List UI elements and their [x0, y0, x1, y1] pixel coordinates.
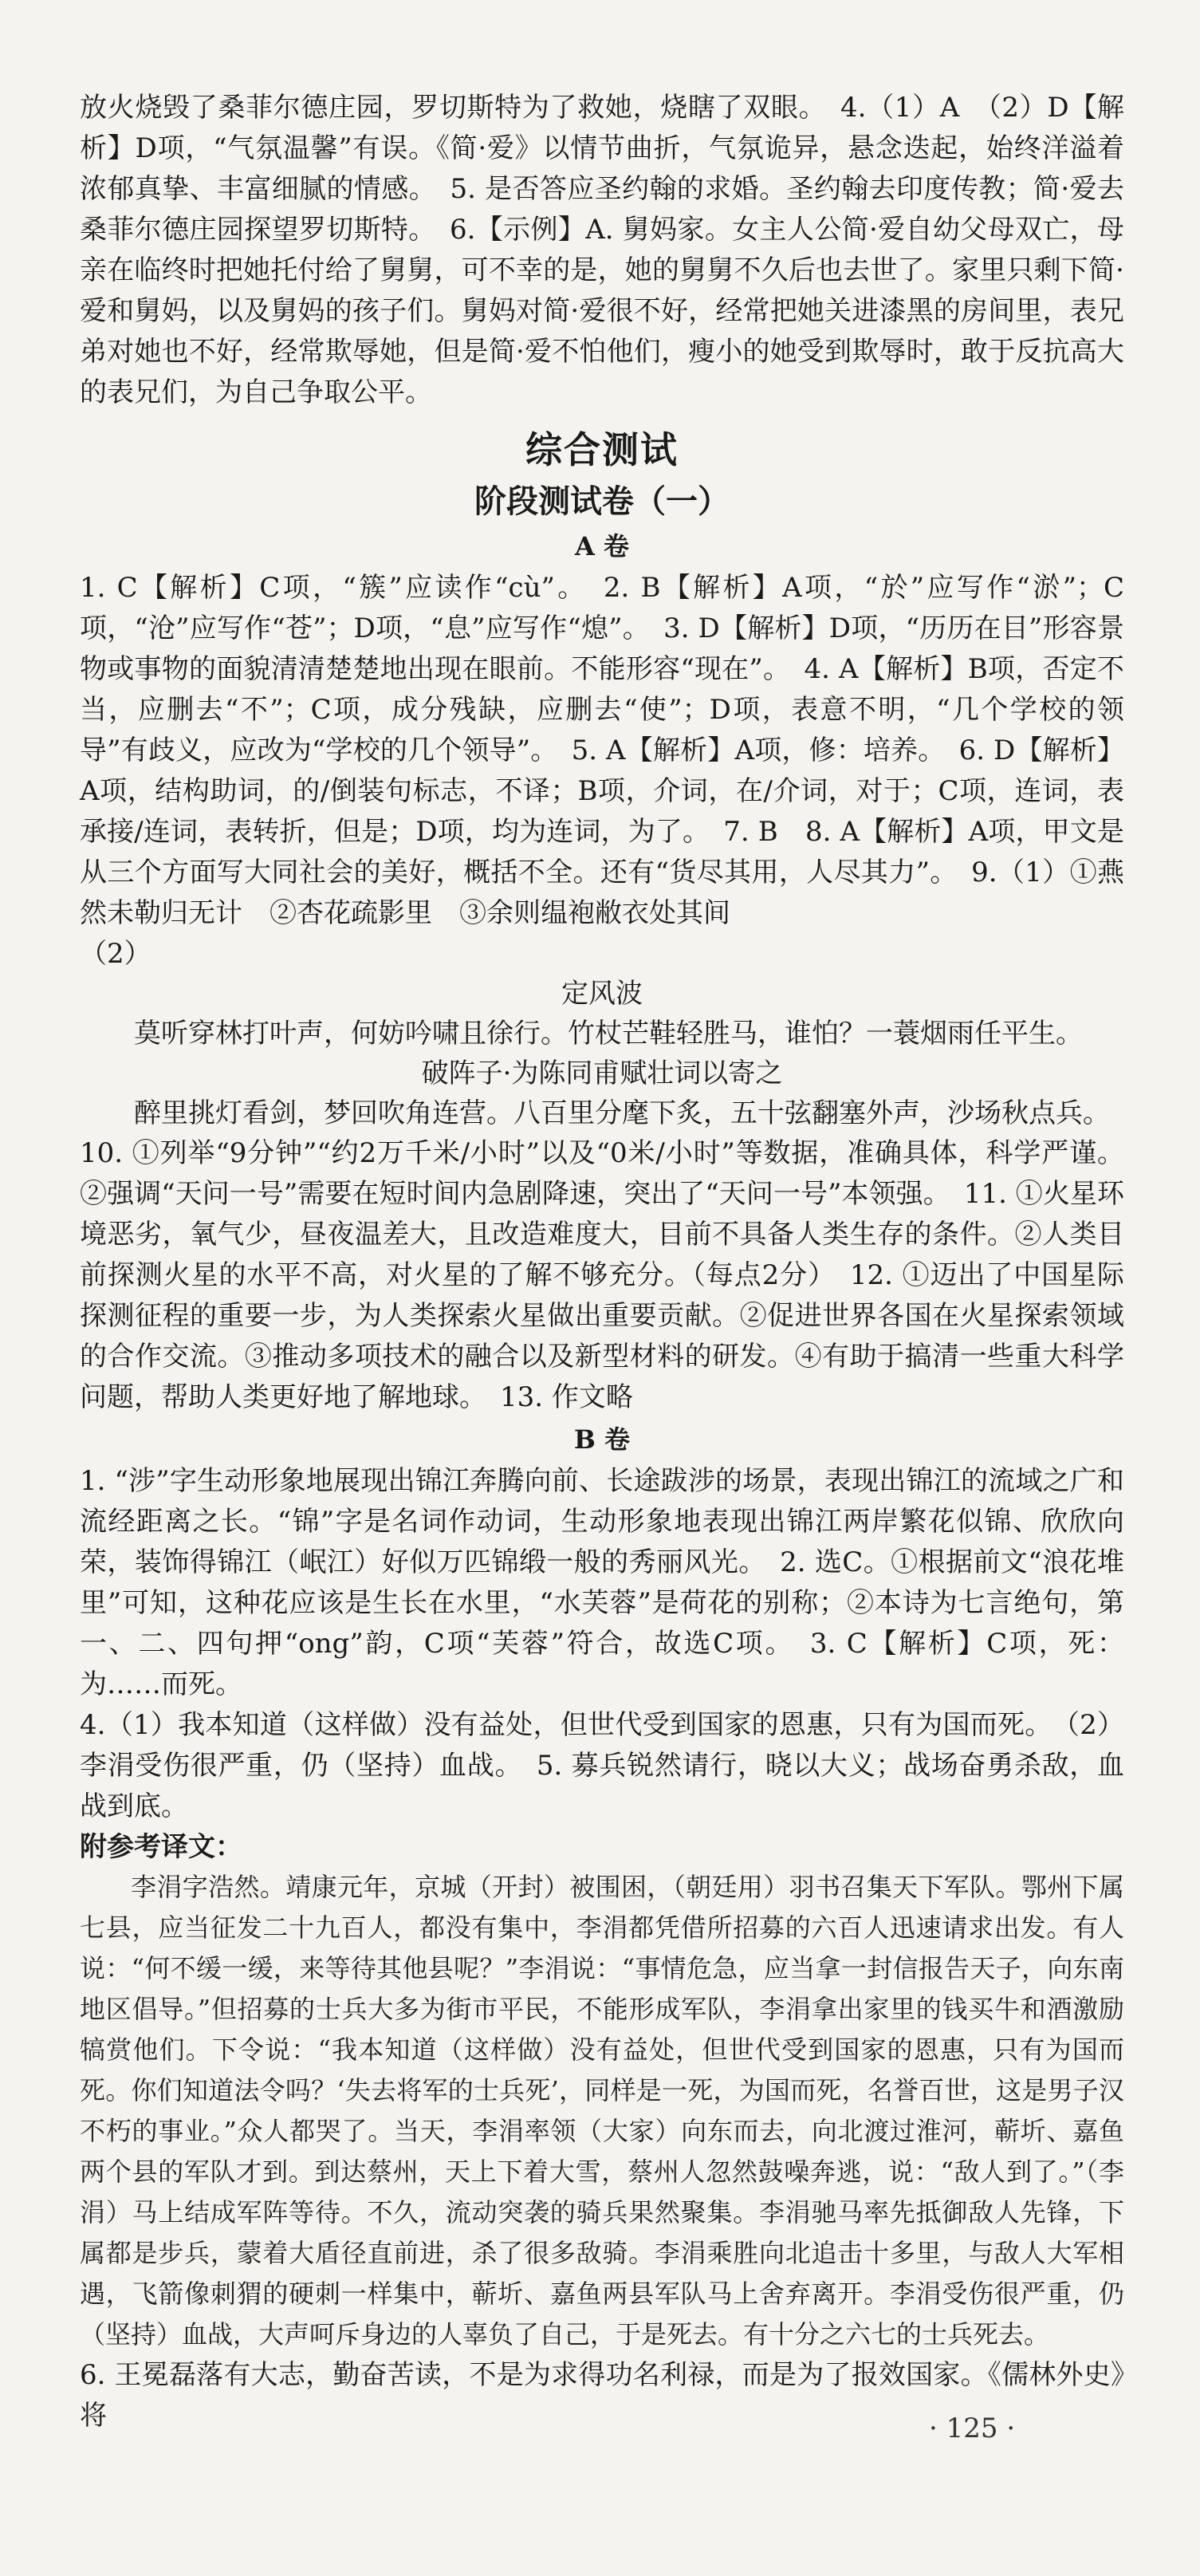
q9-part2-label: （2）: [80, 938, 151, 970]
page-content: [80, 88, 1124, 2436]
answer-paragraph-prev: 放火烧毁了桑菲尔德庄园，罗切斯特为了救她，烧瞎了双眼。 4.（1）A （2）D【解析】D项，“气氛温馨”有误。《简·爱》以情节曲折，气氛诡异，悬念迭起，始终洋溢着浓郁真挚、丰富细腻的情感。 5. 是否答应圣约翰的求婚。圣约翰去印度传教；简·爱去桑菲尔德庄园探望罗切斯特。 6.【示例】A. 舅妈家。女主人公简·爱自幼父母双亡，母亲在临终时把她托付给了舅舅，可不幸的是，她的舅舅不久后也去世了。家里只剩下简·爱和舅妈，以及舅妈的孩子们。舅妈对简·爱很不好，经常把她关进漆黑的房间里，表兄弟对她也不好，经常欺辱她，但是简·爱不怕他们，瘦小的她受到欺辱时，敢于反抗高大的表兄们，为自己争取公平。: [80, 92, 1124, 408]
part-a-answers-10-13: 10. ①列举“9分钟”“约2万千米/小时”以及“0米/小时”等数据，准确具体，科学严谨。②强调“天问一号”需要在短时间内急剧降速，突出了“天问一号”本领强。 11. ①火星环境恶劣，氧气少，昼夜温差大，且改造难度大，目前不具备人类生存的条件。②人类目前探测火星的水平不高，对火星的了解不够充分。（每点2分） 12. ①迈出了中国星际探测征程的重要一步，为人类探索火星做出重要贡献。②促进世界各国在火星探索领域的合作交流。③推动多项技术的融合以及新型材料的研发。④有助于搞清一些重大科学问题，帮助人类更好地了解地球。 13. 作文略: [80, 1137, 1124, 1413]
poem-line-pozhenzi: 醉里挑灯看剑，梦回吹角连营。八百里分麾下炙，五十弦翻塞外声，沙场秋点兵。: [134, 1097, 1110, 1129]
part-b-heading: B 卷: [573, 1424, 631, 1455]
reference-translation: 李涓字浩然。靖康元年，京城（开封）被围困，（朝廷用）羽书召集天下军队。鄂州下属七县，应当征发二十九百人，都没有集中，李涓都凭借所招募的六百人迅速请求出发。有人说：“何不缓一缓，来等待其他县呢？”李涓说：“事情危急，应当拿一封信报告天子，向东南地区倡导。”但招募的士兵大多为街市平民，不能形成军队，李涓拿出家里的钱买牛和酒激励犒赏他们。下令说：“我本知道（这样做）没有益处，但世代受到国家的恩惠，只有为国而死。你们知道法令吗？‘失去将军的士兵死’，同样是一死，为国而死，名誉百世，这是男子汉不朽的事业。”众人都哭了。当天，李涓率领（大家）向东而去，向北渡过淮河，蕲圻、嘉鱼两个县的军队才到。到达蔡州，天上下着大雪，蔡州人忽然鼓噪奔逃，说：“敌人到了。”（李涓）马上结成军阵等待。不久，流动突袭的骑兵果然聚集。李涓驰马率先抵御敌人先锋，下属都是步兵，蒙着大盾径直前进，杀了很多敌骑。李涓乘胜向北追击十多里，与敌人大军相遇，飞箭像刺猬的硬刺一样集中，蕲圻、嘉鱼两县军队马上舍弃离开。李涓受伤很严重，仍（坚持）血战，大声呵斥身边的人辜负了自己，于是死去。有十分之六七的士兵死去。: [80, 1872, 1124, 2350]
part-b-answers-4-5: 4.（1）我本知道（这样做）没有益处，但世代受到国家的恩惠，只有为国而死。 （2）李涓受伤很严重，仍（坚持）血战。 5. 募兵锐然请行，晓以大义；战场奋勇杀敌，血战到底。: [80, 1709, 1124, 1822]
page-number: · 125 ·: [929, 2413, 1016, 2444]
reference-translation-label: 附参考译文：: [80, 1831, 242, 1863]
poem-title-pozhenzi: 破阵子·为陈同甫赋壮词以寄之: [421, 1058, 783, 1089]
section-title: 综合测试: [525, 428, 679, 471]
part-a-answers-1-9: 1. C【解析】C项，“簇”应读作“cù”。 2. B【解析】A项，“於”应写作“淤”；C项，“沧”应写作“苍”；D项，“息”应写作“熄”。 3. D【解析】D项，“历历在目”形容景物或事物的面貌清清楚楚地出现在眼前。不能形容“现在”。 4. A【解析】B项，否定不当，应删去“不”；C项，成分残缺，应删去“使”；D项，表意不明，“几个学校的领导”有歧义，应改为“学校的几个领导”。 5. A【解析】A项，修：培养。 6. D【解析】A项，结构助词，的/倒装句标志，不译；B项，介词，在/介词，对于；C项，连词，表承接/连词，表转折，但是；D项，均为连词，为了。 7. B 8. A【解析】A项，甲文是从三个方面写大同社会的美好，概括不全。还有“货尽其用，人尽其力”。 9.（1）①燕然未勒归无计 ②杏花疏影里 ③余则缊袍敝衣处其间: [80, 572, 1124, 929]
test-paper-title: 阶段测试卷（一）: [474, 483, 730, 520]
poem-title-dingfengbo: 定风波: [561, 978, 643, 1010]
poem-line-dingfengbo: 莫听穿林打叶声，何妨吟啸且徐行。竹杖芒鞋轻胜马，谁怕？一蓑烟雨任平生。: [134, 1018, 1083, 1050]
part-a-heading: A 卷: [575, 531, 629, 561]
part-b-answers-1-3: 1. “涉”字生动形象地展现出锦江奔腾向前、长途跋涉的场景，表现出锦江的流域之广和流经距离之长。“锦”字是名词作动词，生动形象地表现出锦江两岸繁花似锦、欣欣向荣，装饰得锦江（岷江）好似万匹锦缎一般的秀丽风光。 2. 选C。①根据前文“浪花堆里”可知，这种花应该是生长在水里，“水芙蓉”是荷花的别称；②本诗为七言绝句，第一、二、四句押“ong”韵，C项“芙蓉”符合，故选C项。 3. C【解析】C项，死：为……而死。: [80, 1465, 1124, 1700]
part-b-answer-6: 6. 王冕磊落有大志，勤奋苦读，不是为求得功名利禄，而是为了报效国家。《儒林外史》将: [80, 2359, 1124, 2432]
